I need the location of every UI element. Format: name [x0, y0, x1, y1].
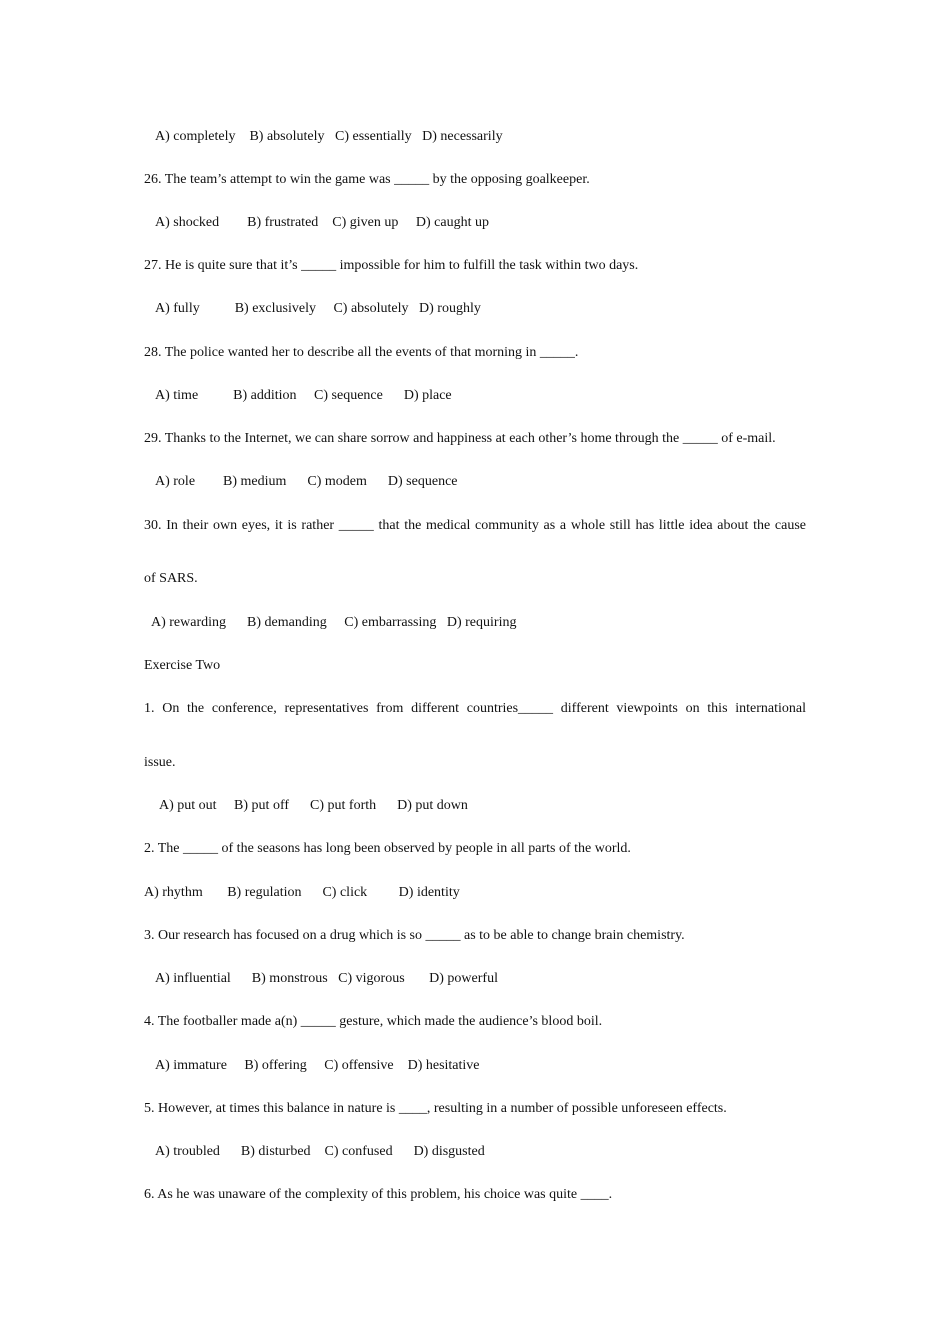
exercise2-options-5: A) troubled B) disturbed C) confused D) disgusted: [155, 1144, 485, 1159]
exercise2-options-4: A) immature B) offering C) offensive D) hesitative: [155, 1058, 480, 1073]
options-line-25: A) completely B) absolutely C) essentially D) necessarily: [155, 129, 503, 144]
section-heading: Exercise Two: [144, 658, 221, 673]
question-28: 28. The police wanted her to describe all the events of that morning in _____.: [144, 345, 579, 360]
question-29: 29. Thanks to the Internet, we can share sorrow and happiness at each other’s home through the _____ of e-mail.: [144, 431, 776, 446]
exercise2-question-6: 6. As he was unaware of the complexity of this problem, his choice was quite ____.: [144, 1187, 613, 1202]
options-line-30: A) rewarding B) demanding C) embarrassing D) requiring: [151, 615, 517, 630]
exercise2-options-3: A) influential B) monstrous C) vigorous D) powerful: [155, 971, 498, 986]
exercise2-question-5: 5. However, at times this balance in nature is ____, resulting in a number of possible unforeseen effects.: [144, 1101, 727, 1116]
exercise2-options-2: A) rhythm B) regulation C) click D) identity: [144, 885, 460, 900]
question-26: 26. The team’s attempt to win the game was _____ by the opposing goalkeeper.: [144, 172, 590, 187]
options-line-27: A) fully B) exclusively C) absolutely D) roughly: [155, 301, 481, 316]
options-line-26: A) shocked B) frustrated C) given up D) caught up: [155, 215, 489, 230]
options-line-28: A) time B) addition C) sequence D) place: [155, 388, 452, 403]
exercise2-question-1-continued: issue.: [144, 755, 176, 770]
exercise2-question-4: 4. The footballer made a(n) _____ gesture, which made the audience’s blood boil.: [144, 1014, 603, 1029]
exercise2-question-1: 1. On the conference, representatives from different countries_____ different viewpoints on this international: [144, 701, 806, 716]
options-line-29: A) role B) medium C) modem D) sequence: [155, 474, 458, 489]
question-30: 30. In their own eyes, it is rather _____ that the medical community as a whole still has little idea about the cause: [144, 518, 806, 533]
exercise2-question-3: 3. Our research has focused on a drug which is so _____ as to be able to change brain chemistry.: [144, 928, 685, 943]
exercise2-options-1: A) put out B) put off C) put forth D) put down: [159, 798, 468, 813]
question-30-continued: of SARS.: [144, 571, 198, 586]
question-27: 27. He is quite sure that it’s _____ impossible for him to fulfill the task within two days.: [144, 258, 639, 273]
exercise2-question-2: 2. The _____ of the seasons has long been observed by people in all parts of the world.: [144, 841, 631, 856]
